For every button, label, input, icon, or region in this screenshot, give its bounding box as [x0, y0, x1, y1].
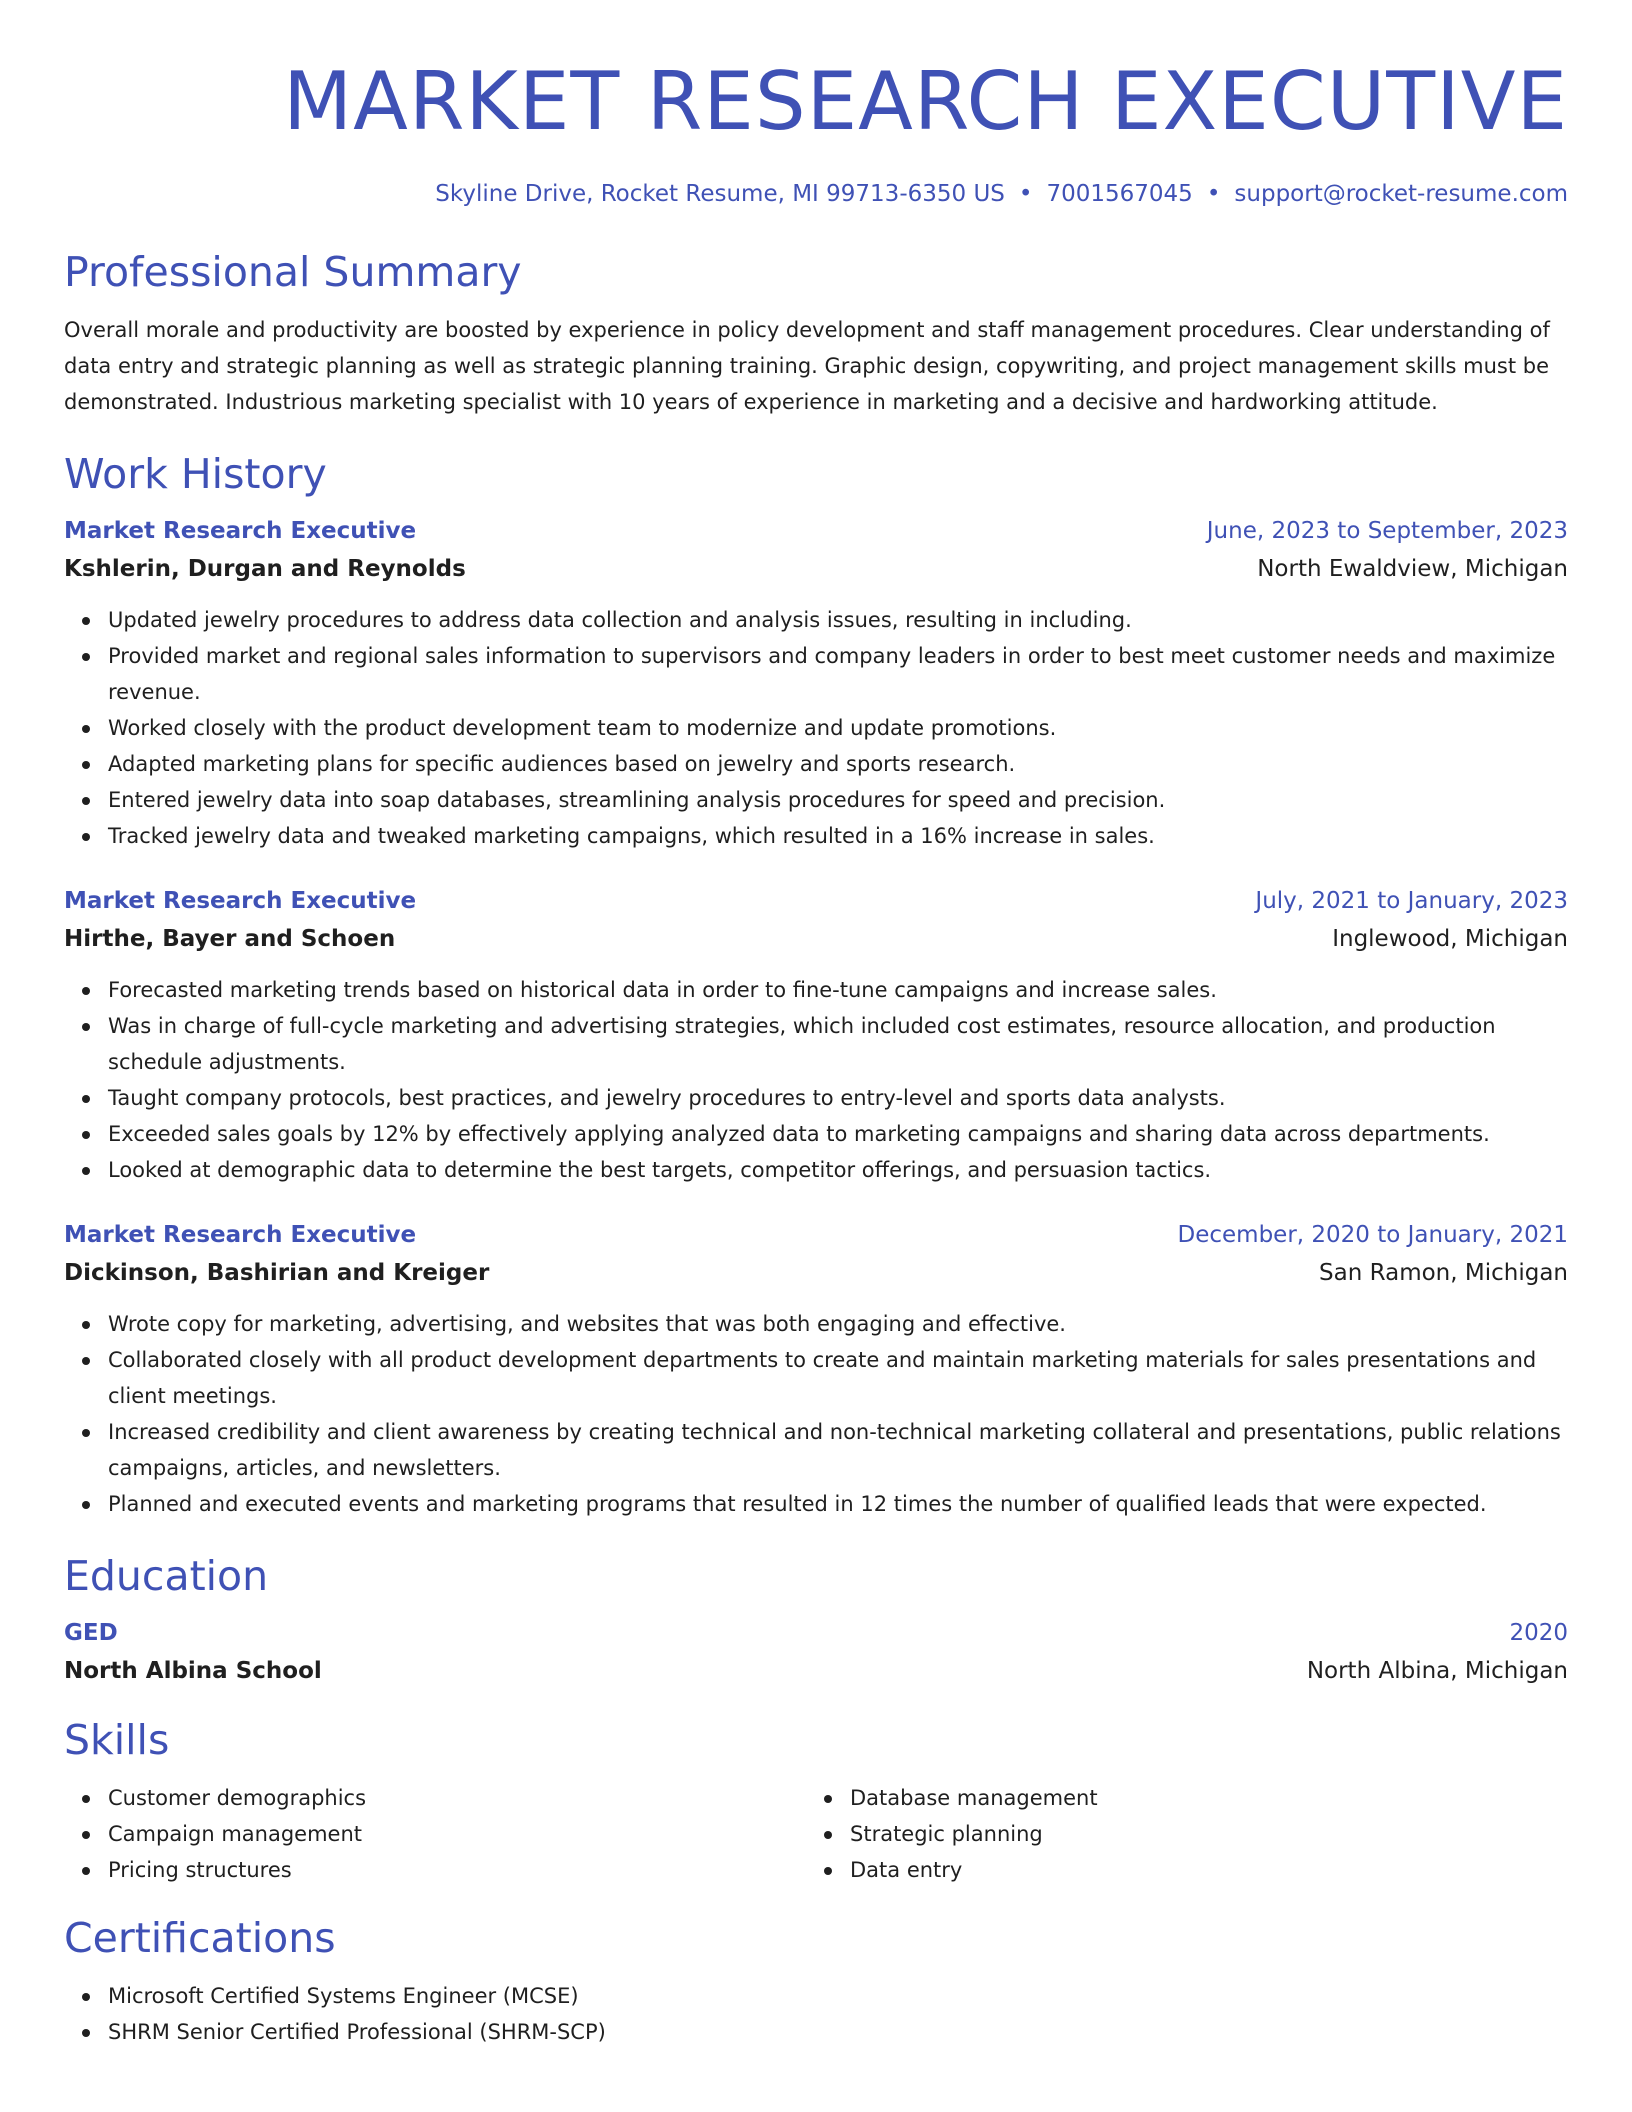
- job-bullet: Was in charge of full-cycle marketing and advertising strategies, which included cost estimates, resource allocation, and production schedule adjustments.: [108, 1008, 1568, 1080]
- contact-separator: •: [1018, 181, 1033, 207]
- job-bullets: [64, 972, 1568, 1188]
- skill-item: Campaign management: [108, 1816, 806, 1852]
- certifications-list: [64, 1978, 1568, 2050]
- skill-item: Pricing structures: [108, 1852, 806, 1888]
- summary-text: Overall morale and productivity are boosted by experience in policy development and staff management procedures. Clear understanding of data entry and strategic planning as well as strategic planning training. Graphic design, copywriting, and project management skills must be demonstrated. Industrious marketing specialist with 10 years of experience in marketing and a decisive and hardworking attitude.: [64, 318, 1550, 414]
- job-bullet: Forecasted marketing trends based on historical data in order to fine-tune campaigns and increase sales.: [108, 972, 1568, 1008]
- skills-column-left: [64, 1780, 806, 1888]
- job-header: [64, 1216, 1568, 1254]
- job-header: [64, 512, 1568, 550]
- education-header: [64, 1614, 1568, 1652]
- education-entry: [64, 1614, 1568, 1690]
- job-dates: July, 2021 to January, 2023: [1255, 888, 1568, 914]
- job-title: Market Research Executive: [64, 518, 417, 544]
- job-bullet: Increased credibility and client awareness by creating technical and non-technical marketing collateral and presentations, public relations campaigns, articles, and newsletters.: [108, 1414, 1568, 1486]
- job-entry: [64, 1216, 1568, 1522]
- job-bullet: Entered jewelry data into soap databases, streamlining analysis procedures for speed and precision.: [108, 782, 1568, 818]
- job-entry: [64, 512, 1568, 854]
- skills-column-right: [806, 1780, 1548, 1888]
- skill-item: Data entry: [850, 1852, 1548, 1888]
- certification-item: Microsoft Certified Systems Engineer (MCSE): [108, 1978, 1568, 2014]
- job-entry: [64, 882, 1568, 1188]
- job-company: Dickinson, Bashirian and Kreiger: [64, 1260, 490, 1286]
- job-bullets: [64, 602, 1568, 854]
- summary-heading: Professional Summary: [64, 248, 522, 296]
- job-bullet: Adapted marketing plans for specific audiences based on jewelry and sports research.: [108, 746, 1568, 782]
- job-dates: June, 2023 to September, 2023: [1206, 518, 1568, 544]
- job-bullet: Tracked jewelry data and tweaked marketing campaigns, which resulted in a 16% increase in sales.: [108, 818, 1568, 854]
- email-link[interactable]: support@rocket-resume.com: [1234, 181, 1568, 207]
- skill-item: Strategic planning: [850, 1816, 1548, 1852]
- skills-grid: [64, 1780, 1568, 1888]
- skills-heading: Skills: [64, 1716, 170, 1764]
- education-school: North Albina School: [64, 1658, 322, 1684]
- certifications-heading: Certifications: [64, 1914, 336, 1962]
- education-location: North Albina, Michigan: [1306, 1658, 1568, 1684]
- job-subheader: [64, 550, 1568, 588]
- phone-text: 7001567045: [1046, 181, 1193, 207]
- job-location: Inglewood, Michigan: [1332, 926, 1568, 952]
- job-bullet: Exceeded sales goals by 12% by effectively applying analyzed data to marketing campaigns and sharing data across departments.: [108, 1116, 1568, 1152]
- work-history-heading: Work History: [64, 450, 327, 498]
- education-year: 2020: [1509, 1620, 1568, 1646]
- job-subheader: [64, 1254, 1568, 1292]
- education-subheader: [64, 1652, 1568, 1690]
- skill-item: Database management: [850, 1780, 1548, 1816]
- job-company: Kshlerin, Durgan and Reynolds: [64, 556, 466, 582]
- resume-page: [64, 0, 1568, 2050]
- contact-line: [64, 178, 1568, 210]
- job-title: Market Research Executive: [64, 888, 417, 914]
- job-dates: December, 2020 to January, 2021: [1177, 1222, 1568, 1248]
- job-bullet: Provided market and regional sales information to supervisors and company leaders in order to best meet customer needs and maximize revenue.: [108, 638, 1568, 710]
- job-header: [64, 882, 1568, 920]
- certification-item: SHRM Senior Certified Professional (SHRM-SCP): [108, 2014, 1568, 2050]
- job-location: North Ewaldview, Michigan: [1257, 556, 1568, 582]
- job-bullets: [64, 1306, 1568, 1522]
- job-bullet: Planned and executed events and marketing programs that resulted in 12 times the number of qualified leads that were expected.: [108, 1486, 1568, 1522]
- job-bullet: Collaborated closely with all product development departments to create and maintain marketing materials for sales presentations and client meetings.: [108, 1342, 1568, 1414]
- address-text: Skyline Drive, Rocket Resume, MI 99713-6350 US: [435, 181, 1005, 207]
- job-bullet: Taught company protocols, best practices, and jewelry procedures to entry-level and sports data analysts.: [108, 1080, 1568, 1116]
- job-company: Hirthe, Bayer and Schoen: [64, 926, 396, 952]
- skill-item: Customer demographics: [108, 1780, 806, 1816]
- job-bullet: Looked at demographic data to determine the best targets, competitor offerings, and persuasion tactics.: [108, 1152, 1568, 1188]
- job-subheader: [64, 920, 1568, 958]
- job-bullet: Wrote copy for marketing, advertising, and websites that was both engaging and effective.: [108, 1306, 1568, 1342]
- job-title: Market Research Executive: [64, 1222, 417, 1248]
- education-degree: GED: [64, 1620, 118, 1646]
- resume-title: MARKET RESEARCH EXECUTIVE: [283, 55, 1568, 148]
- job-bullet: Worked closely with the product development team to modernize and update promotions.: [108, 710, 1568, 746]
- job-bullet: Updated jewelry procedures to address data collection and analysis issues, resulting in including.: [108, 602, 1568, 638]
- education-heading: Education: [64, 1552, 269, 1600]
- contact-separator: •: [1206, 181, 1221, 207]
- job-location: San Ramon, Michigan: [1319, 1260, 1568, 1286]
